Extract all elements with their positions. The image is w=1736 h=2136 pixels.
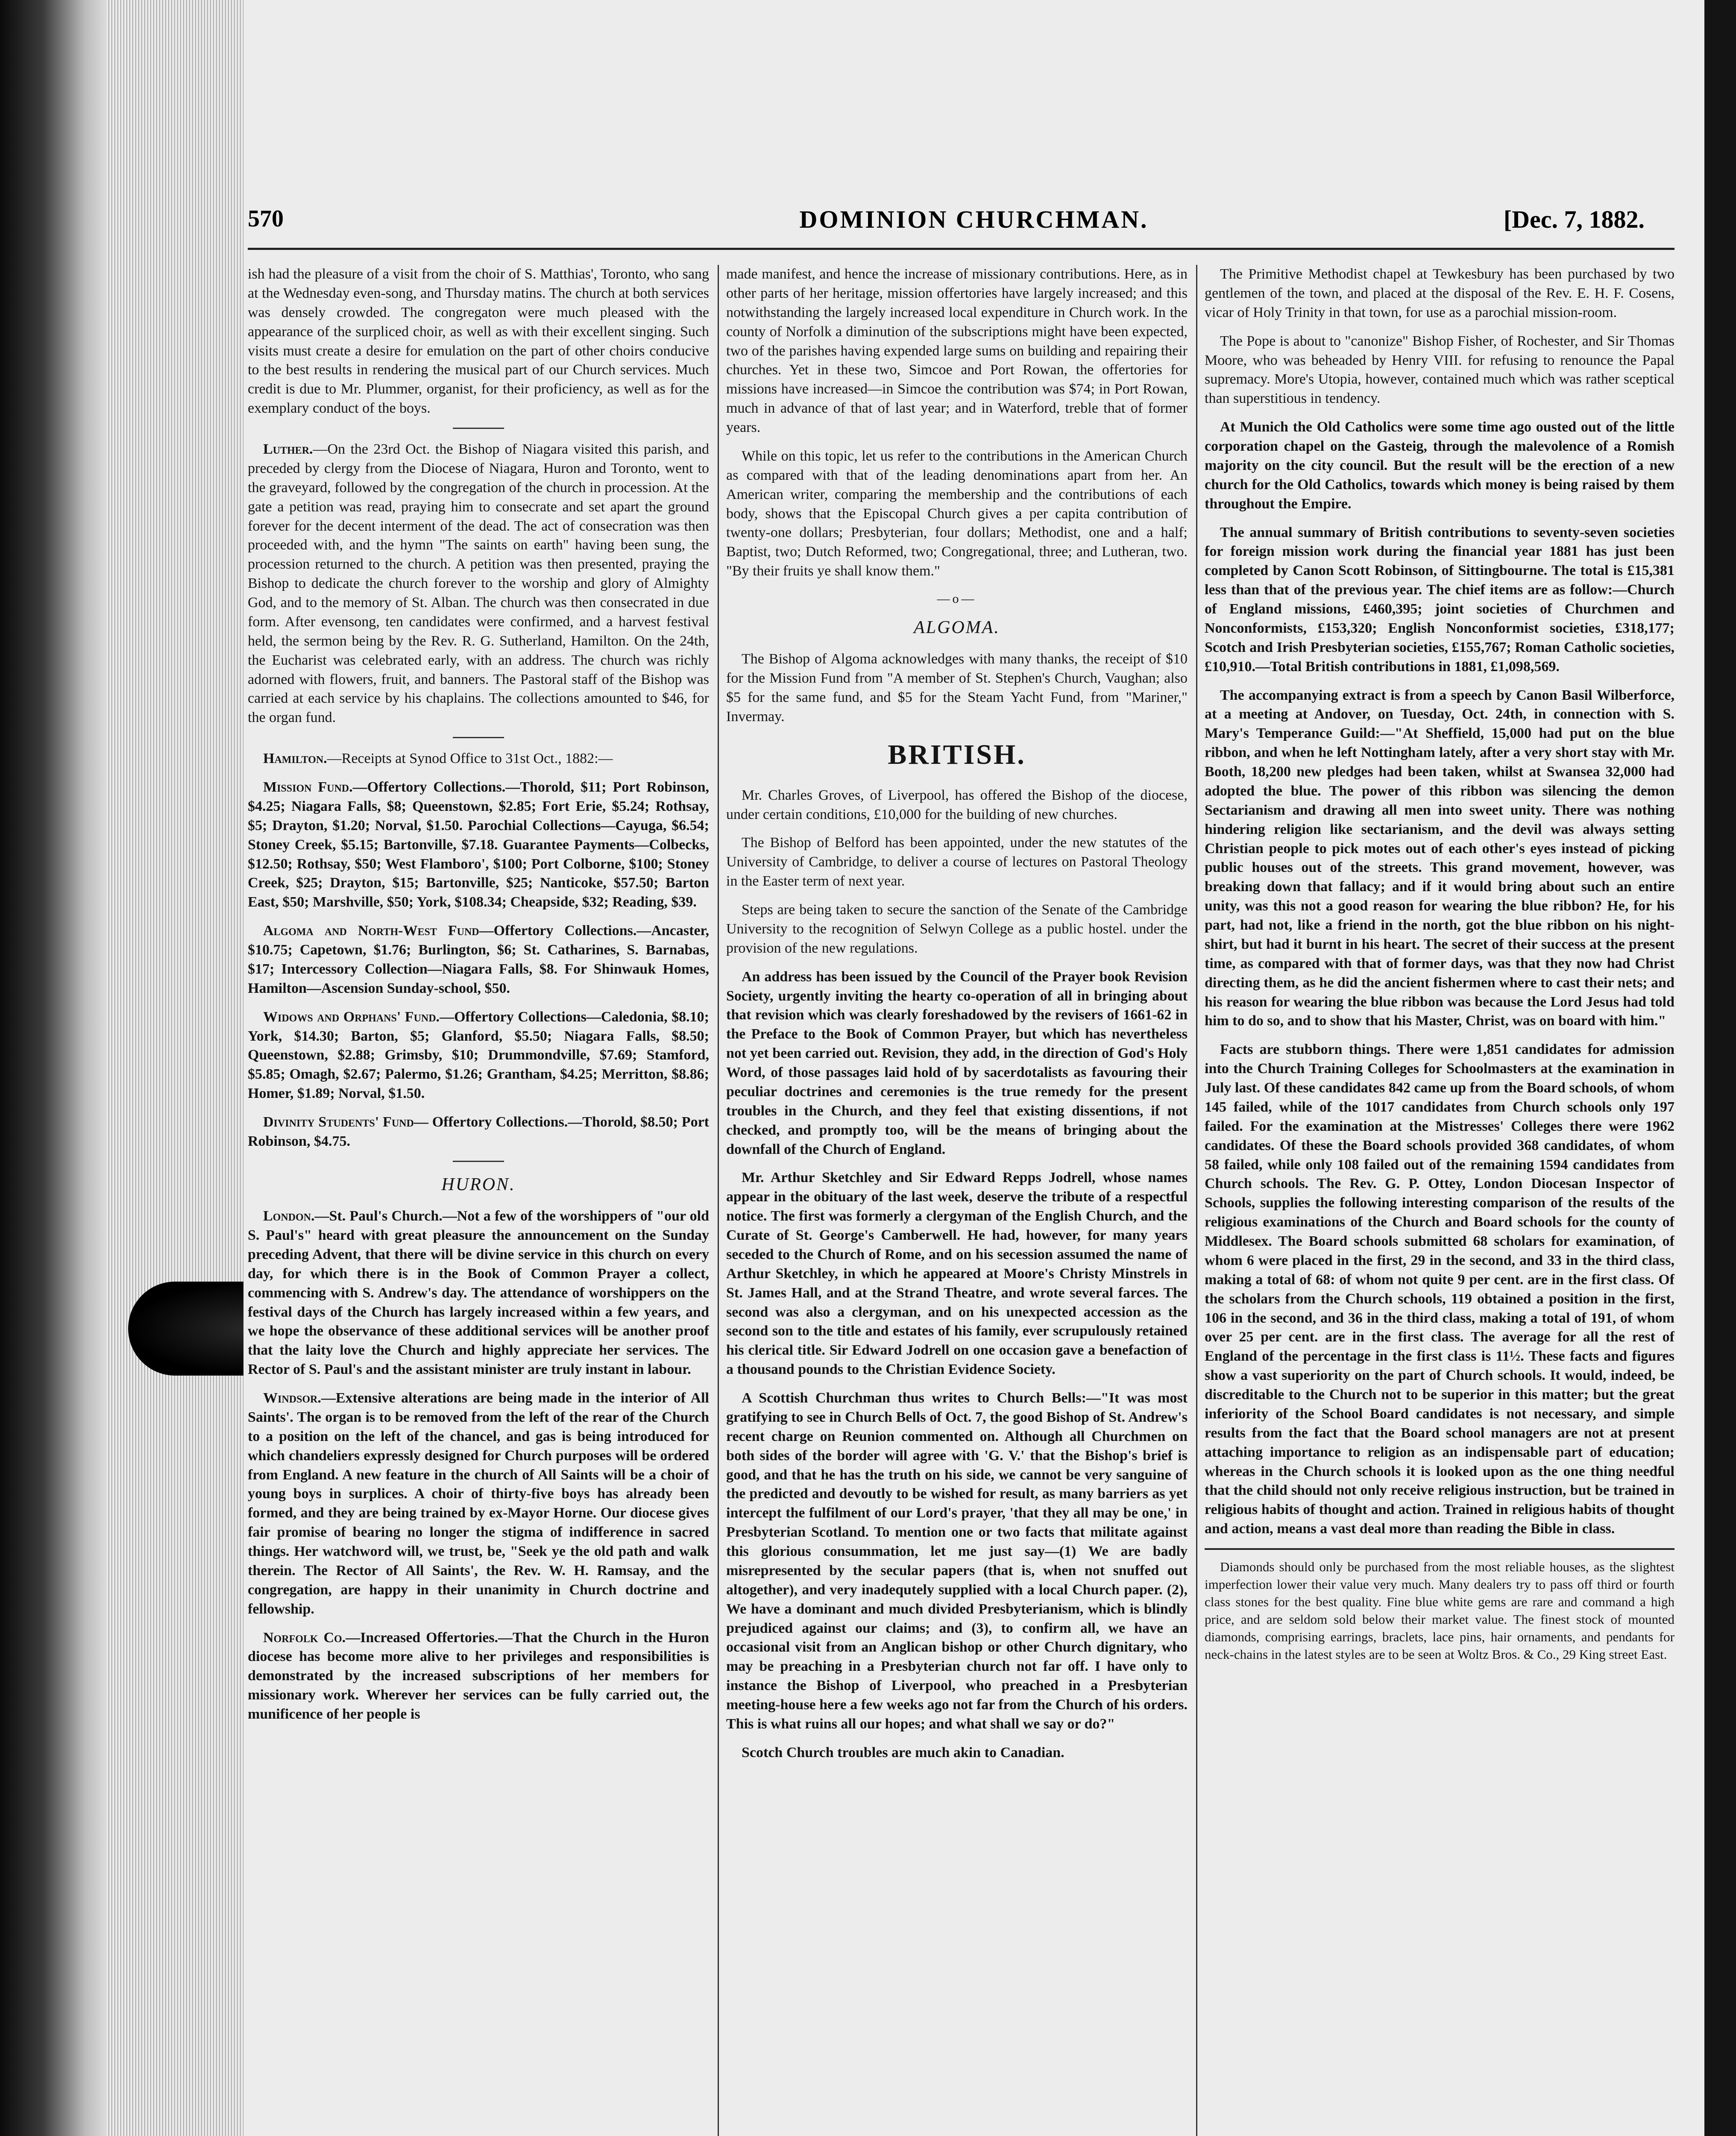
newspaper-page: [243, 0, 1704, 2136]
norfolk-lead: Norfolk Co.: [263, 1629, 346, 1646]
london-text: —St. Paul's Church.—Not a few of the worshippers of "our old S. Paul's" heard with great pleasure the announcement on the Sunday preceding Advent, that there will be divine service in this church on every day, for which there is in the Book of Common Prayer a collect, commencing with S. Andrew's day. The attendance of worshippers on the festival days of the Church has largely increased within a few years, and we hope the observance of these additional services will be another proof that the laity love the Church and highly appreciate her services. The Rector of S. Paul's and the assistant minister are truly instant in labour.: [248, 1208, 709, 1378]
huron-heading: HURON.: [441, 1174, 516, 1194]
news-item: The accompanying extract is from a speech by Canon Basil Wilberforce, at a meeting at Andover, on Tuesday, Oct. 24th, in connection with S. Mary's Temperance Guild:—"At Sheffield, 15,000 had put on the blue ribbon, and when he left Nottingham lately, after a very short stay with Mr. Booth, 18,200 new pledges had been taken, whilst at Swansea 32,000 had adopted the blue. The power of this ribbon was silencing the demon Sectarianism and drawing all men into sweet unity. There was nothing hindering religion like sectarianism, and the devil was always setting Christian people to pick motes out of each other's eyes instead of picking public houses out of the streets. This grand movement, however, was breaking down that fallacy; and if it would bring about such an entire unity, was this not a good reason for wearing the blue ribbon? He, for his part, had not, like a friend in the north, got the blue ribbon on his night-shirt, but had it burnt in his heart. The secret of their success at the present time, as compared with that of former days, was that they now had Christ directing them, as he did the ancient fishermen where to cast their nets; and his reason for wearing the blue ribbon was because the Lord Jesus had told him to do so, and to show that his Master, Christ, was on board with him.": [1205, 687, 1674, 1029]
separator: [453, 737, 504, 738]
british-item: A Scottish Churchman thus writes to Church Bells:—"It was most gratifying to see in Church Bells of Oct. 7, the good Bishop of St. Andrew's recent charge on Reunion commented on. Although all Churchmen on both sides of the border will agree with 'G. V.' that the Bishop's brief is good, and that he has the truth on his side, we cannot be very sanguine of the predicted and devoutly to be wished for result, as many barriers as yet intercept the fulfilment of our Lord's prayer, 'that they all may be one,' in Presbyterian Scotland. To mention one or two facts that militate against this glorious consummation, let me just say—(1) We are badly misrepresented by the secular papers (that is, when not snuffed out altogether), and very inadequtely supplied with a local Church paper. (2), We have a dominant and much divided Presbyterianism, which is blindly prejudiced against our claims; and (3), to confirm all, we have an occasional visit from an Anglican bishop or other Church dignitary, who may be preaching in a Presbyterian church not far off. I have only to instance the Bishop of Liverpool, who preached in a Presbyterian meeting-house here a few weeks ago not far from the Church of his orders. This is what ruins all our hopes; and what shall we say or do?": [726, 1390, 1188, 1732]
luther-paragraph: [248, 440, 709, 728]
norfolk-text: —Increased Offertories.—That the Church in the Huron diocese has become more alive to her privileges and responsibilities is demonstrated by the increased subscriptions of her members for missionary work. Wherever her services can be fully carried out, the munificence of her people is: [248, 1629, 709, 1722]
book-binding-shadow: [0, 0, 107, 2136]
separator-o: —o—: [937, 592, 977, 606]
divinity-text: — Offertory Collections.—Thorold, $8.50; Port Robinson, $4.75.: [248, 1114, 709, 1149]
page-number: 570: [248, 205, 284, 232]
mission-text: —Offertory Collections.—Thorold, $11; Port Robinson, $4.25; Niagara Falls, $8; Queenstown, $2.85; Fort Erie, $5.24; Rothsay, $5; Drayton, $1.20; Norval, $1.50. Parochial Collections—Cayuga, $6.54; Stoney Creek, $5.15; Bartonville, $7.18. Guarantee Payments—Colbecks, $12.50; Rothsay, $50; West Flamboro', $100; Port Colborne, $100; Stoney Creek, $25; Drayton, $15; Bartonville, $25; Nanticoke, $57.50; Barton East, $50; Marshville, $50; York, $108.34; Cheapside, $32; Reading, $39.: [248, 779, 709, 910]
windsor-text: —Extensive alterations are being made in the interior of All Saints'. The organ is to be removed from the left of the rear of the Church to a position on the left of the chancel, and gas is being introduced for which chandeliers expressly designed for Church purposes will be ordered from England. A new feature in the church of All Saints will be a choir of young boys in surplices. A choir of thirty-five boys has already been formed, and they are being trained by ex-Mayor Horne. Our diocese gives fair promise of bearing no longer the stigma of indifference in sacred things. Her watchword will, we trust, be, "Seek ye the old path and walk therein. The Rector of All Saints', the Rev. W. H. Ramsay, and the congregation, are happy in their unanimity in Church doctrine and fellowship.: [248, 1390, 709, 1617]
hamilton-paragraph: [248, 749, 709, 769]
algoma-heading: ALGOMA.: [914, 617, 1000, 637]
british-item: An address has been issued by the Council of the Prayer book Revision Society, urgently inviting the hearty co-operation of all in bringing about that revision which was clearly foreshadowed by the revisers of 1661-62 in the Preface to the Book of Common Prayer, but which has nevertheless not yet been carried out. Revision, they add, in the direction of God's Holy Word, of those passages laid hold of by sacerdotalists as favouring their peculiar doctrines and ceremonies is the true remedy for the present troubles in the Church, and they feel that existing dissentions, if not checked, and promptly too, will be the means of bringing about the downfall of the Church of England.: [726, 968, 1188, 1157]
news-item: The Primitive Methodist chapel at Tewkesbury has been purchased by two gentlemen of the town, and placed at the disposal of the Rev. E. H. F. Cosens, vicar of Holy Trinity in that town, for use as a parochial mission-room.: [1205, 266, 1674, 320]
header-rule: [248, 248, 1674, 250]
hamilton-text: —Receipts at Synod Office to 31st Oct., 1882:—: [327, 751, 613, 767]
widows-lead: Widows and Orphans' Fund.: [263, 1009, 440, 1025]
london-lead: London.: [263, 1208, 315, 1224]
column-3: [1205, 265, 1674, 2136]
luther-text: —On the 23rd Oct. the Bishop of Niagara visited this parish, and preceded by clergy from the Diocese of Niagara, Huron and Toronto, went to the graveyard, followed by the congregation of the church in procession. At the gate a petition was read, praying him to consecrate and set apart the ground forever for the decent interment of the dead. The act of consecration was then proceeded with, and the hymn "The saints on earth" having been sung, the procession returned to the church. A petition was then presented, praying the Bishop to dedicate the church forever to the worship and glory of Almighty God, and to the memory of St. Alban. The church was then consecrated in due form. After evensong, ten candidates were confirmed, and a harvest festival held, the sermon being by the Rev. R. G. Sutherland, Hamilton. On the 24th, the Eucharist was celebrated early, with an address. The church was richly adorned with flowers, fruit, and banners. The Pastoral staff of the Bishop was carried at each service by his chaplains. The collections amounted to $46, for the organ fund.: [248, 441, 709, 726]
divinity-lead: Divinity Students' Fund: [263, 1114, 414, 1130]
hamilton-lead: Hamilton.: [263, 751, 327, 767]
news-item: The Pope is about to "canonize" Bishop Fisher, of Rochester, and Sir Thomas Moore, who was beheaded by Henry VIII. for refusing to renounce the Papal supremacy. More's Utopia, however, contained much which was rather sceptical than superstitious in tendency.: [1205, 333, 1674, 407]
separator: [453, 1161, 504, 1162]
separator: [453, 428, 504, 429]
algoma-fund-paragraph: [248, 921, 709, 998]
algoma-lead: Algoma and North-West Fund: [263, 923, 479, 939]
british-item: The Bishop of Belford has been appointed, under the new statutes of the University of Cambridge, to deliver a course of lectures on Pastoral Theology in the Easter term of next year.: [726, 835, 1188, 889]
news-item: The annual summary of British contributions to seventy-seven societies for foreign mission work during the financial year 1881 has just been completed by Canon Scott Robinson, of Sittingbourne. The total is £15,381 less than that of the previous year. The chief items are as follow:—Church of England missions, £460,395; joint societies of Churchmen and Nonconformists, £153,320; English Nonconformist societies, £318,177; Scotch and Irish Presbyterian societies, £155,767; Roman Catholic societies, £10,910.—Total British contributions in 1881, £1,098,569.: [1205, 524, 1674, 675]
right-margin-shadow: [1704, 0, 1736, 2136]
algoma-text: —Offertory Collections.—Ancaster, $10.75; Capetown, $1.76; Burlington, $6; St. Catharines, S. Barnabas, $17; Intercessory Collection—Niagara Falls, $8. For Shinwauk Homes, Hamilton—Ascension Sunday-school, $50.: [248, 923, 709, 996]
divinity-fund-paragraph: [248, 1113, 709, 1151]
windsor-lead: Windsor.: [263, 1390, 321, 1406]
american-church-paragraph: While on this topic, let us refer to the contributions in the American Church as compared with that of the leading denominations apart from her. An American writer, comparing the membership and the contributions of each body, shows that the Episcopal Church gives a per capita contribution of twenty-one dollars; Presbyterian, four dollars; Methodist, one and a half; Baptist, two; Dutch Reformed, two; Congregational, three; and Lutheran, two. "By their fruits ye shall know them.": [726, 448, 1188, 579]
advertisement: [1205, 1548, 1674, 1663]
choir-visit-paragraph: ish had the pleasure of a visit from the choir of S. Matthias', Toronto, who sang at the Wednesday even-song, and Thursday matins. The church at both services was densely crowded. The congregaton were much pleased with the appearance of the surpliced choir, as well as with their excellent singing. Such visits must create a desire for emulation on the part of other choirs conducive to the best results in rendering the musical part of our Church services. Much credit is due to Mr. Plummer, organist, for their proficiency, as well as for the exemplary conduct of the boys.: [248, 266, 709, 417]
london-paragraph: [248, 1207, 709, 1379]
mission-fund-paragraph: [248, 778, 709, 912]
page-edges: [107, 0, 243, 2136]
advertisement-text: Diamonds should only be purchased from the most reliable houses, as the slightest imperfection lower their value very much. Many dealers try to pass off third or fourth class stones for the best quality. Fine blue white gems are rare and command a high price, and are seldom sold below their market value. The finest stock of mounted diamonds, comprising earrings, braclets, lace pins, hair ornaments, and pendants for neck-chains in the latest styles are to be seen at Woltz Bros. & Co., 29 King street East.: [1205, 1559, 1674, 1662]
algoma-paragraph: The Bishop of Algoma acknowledges with many thanks, the receipt of $10 for the Mission Fund from "A member of St. Stephen's Church, Vaughan; also $5 for the same fund, and $5 for the Steam Yacht Fund, from "Mariner," Invermay.: [726, 651, 1188, 725]
column-divider: [1196, 265, 1197, 2136]
issue-date: [Dec. 7, 1882.: [1503, 205, 1645, 233]
column-1: [248, 265, 709, 2136]
norfolk-continued-paragraph: made manifest, and hence the increase of missionary contributions. Here, as in other parts of her heritage, mission offertories have largely increased; and this notwithstanding the largely increased local expenditure in Church work. In the county of Norfolk a diminution of the subscriptions might have been expected, two of the parishes having expended large sums on building and repairing their churches. Yet in these two, Simcoe and Port Rowan, the offertories for missions have increased—in Simcoe the contribution was $74; in Port Rowan, much in advance of that of last year; and in Waterford, treble that of former years.: [726, 266, 1188, 435]
widows-fund-paragraph: [248, 1008, 709, 1103]
british-item: Mr. Arthur Sketchley and Sir Edward Repps Jodrell, whose names appear in the obituary of the last week, deserve the tribute of a respectful notice. The first was formerly a clergyman of the English Church, and the Curate of St. George's Camberwell. He had, however, for many years seceded to the Church of Rome, and on his secession assumed the name of Arthur Sketchley, in which he appeared at Moore's Christy Minstrels in St. James Hall, and at the Strand Theatre, and wrote several farces. The second was also a clergyman, and on his unexpected accession as the second son to the title and estates of his family, ever scrupulously retained his clerical title. Sir Edward Jodrell on one occasion gave a benefaction of a thousand pounds to the Christian Evidence Society.: [726, 1170, 1188, 1378]
widows-text: —Offertory Collections—Caledonia, $8.10; York, $14.30; Barton, $5; Glanford, $5.50; Niagara Falls, $8.50; Queenstown, $2.88; Grimsby, $10; Drummondville, $7.69; Stamford, $5.85; Omagh, $2.67; Palermo, $1.26; Grantham, $4.25; Merritton, $8.86; Homer, $1.89; Norval, $1.50.: [248, 1009, 709, 1102]
british-item: Mr. Charles Groves, of Liverpool, has offered the Bishop of the diocese, under certain conditions, £10,000 for the building of new churches.: [726, 787, 1188, 822]
mission-lead: Mission Fund.: [263, 779, 353, 795]
windsor-paragraph: [248, 1389, 709, 1619]
page-header: [243, 201, 1704, 244]
british-heading: BRITISH.: [888, 739, 1026, 770]
column-divider: [718, 265, 719, 2136]
british-item: Steps are being taken to secure the sanction of the Senate of the Cambridge University to the recognition of Selwyn College as a public hostel. under the provision of the new regulations.: [726, 902, 1188, 956]
column-2: [726, 265, 1188, 2136]
publication-title: DOMINION CHURCHMAN.: [799, 205, 1149, 233]
norfolk-paragraph: [248, 1628, 709, 1724]
british-item: Scotch Church troubles are much akin to Canadian.: [742, 1744, 1064, 1760]
luther-lead: Luther.: [263, 441, 313, 457]
news-item: At Munich the Old Catholics were some time ago ousted out of the little corporation chapel on the Gasteig, through the malevolence of a Romish majority on the city council. But the result will be the erection of a new church for the Old Catholics, towards which money is being raised by them throughout the Empire.: [1205, 419, 1674, 512]
news-item: Facts are stubborn things. There were 1,851 candidates for admission into the Church Training Colleges for Schoolmasters at the examination in July last. Of these candidates 842 came up from the Board schools, of whom 145 failed, while of the 1017 candidates from Church schools only 197 failed. For the examination at the Mistresses' Colleges there were 1962 candidates. Of these the Board schools provided 368 candidates, of whom 58 failed, while only 108 failed out of the remaining 1594 candidates from Church schools. The Rev. G. P. Ottey, London Diocesan Inspector of Schools, supplies the following interesting comparison of the results of the religious examinations of the Church and Board schools for the county of Middlesex. The Board schools submitted 68 scholars for examination, of whom 6 were placed in the first, 29 in the second, and 33 in the third class, making a total of 68: of whom not quite 9 per cent. are in the first class. Of the scholars from the Church schools, 119 obtained a position in the first, 106 in the second, and 36 in the third class, making a total of 191, of whom over 25 per cent. are in the first class. The average for all the rest of England of the percentage in the first class is 11½. These facts and figures show a vast superiority on the part of Church schools. It would, indeed, be discreditable to the Church not to be superior in this matter; but the great inferiority of the School Board candidates is not necessary, and simple results from the fact that the Board school managers are not at present attaching importance to religion as an indispensable part of education; whereas in the Church schools it is looked upon as the one thing needful that the child should not only receive religious instruction, but be trained in religious habits of thought and action. Trained in religious habits of thought and action, means a vast deal more than reading the Bible in class.: [1205, 1042, 1674, 1537]
